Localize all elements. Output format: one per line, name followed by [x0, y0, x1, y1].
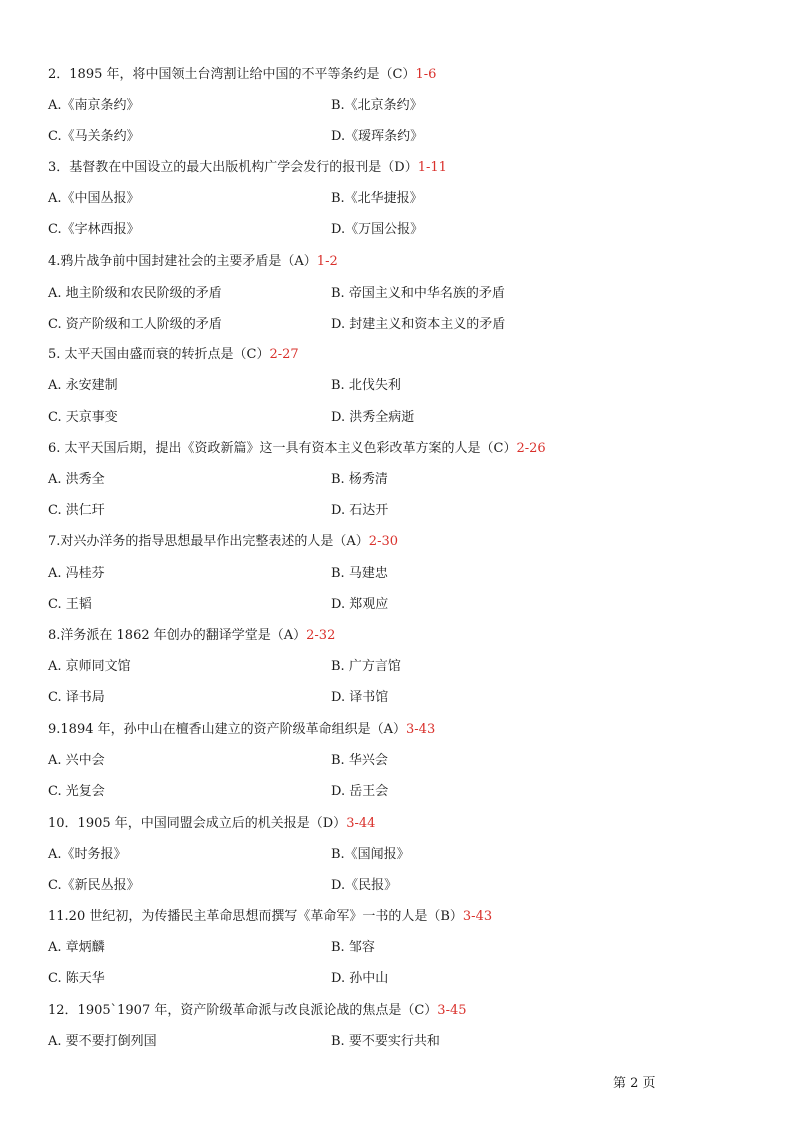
- option-a: A. 章炳麟: [48, 940, 105, 955]
- option-b: B. 要不要实行共和: [331, 1034, 440, 1049]
- question-12: [48, 1003, 467, 1019]
- question-8: [48, 628, 335, 644]
- option-c: C.《马关条约》: [48, 129, 140, 144]
- option-a: A.《中国丛报》: [48, 191, 140, 206]
- option-d: D. 岳王会: [331, 784, 389, 799]
- option-c: C. 陈天华: [48, 971, 105, 986]
- question-stem: 8.洋务派在 1862 年创办的翻译学堂是（A）: [48, 628, 307, 643]
- question-2: [48, 67, 436, 83]
- question-stem: 12．1905`1907 年，资产阶级革命派与改良派论战的焦点是（C）: [48, 1003, 438, 1018]
- option-c: C. 光复会: [48, 784, 105, 799]
- option-d: D. 洪秀全病逝: [331, 410, 415, 425]
- question-4: [48, 254, 338, 270]
- question-reference: 1-6: [415, 67, 437, 82]
- option-a: A. 京师同文馆: [48, 659, 131, 674]
- question-7: [48, 534, 398, 550]
- question-stem: 10．1905 年，中国同盟会成立后的机关报是（D）: [48, 816, 347, 831]
- option-c: C. 洪仁玕: [48, 503, 105, 518]
- option-c: C. 王韬: [48, 597, 92, 612]
- option-d: D. 石达开: [331, 503, 389, 518]
- option-c: C. 天京事变: [48, 410, 118, 425]
- option-a: A. 冯桂芬: [48, 566, 105, 581]
- question-5: [48, 347, 299, 363]
- question-reference: 3-43: [462, 909, 493, 924]
- option-c: C. 资产阶级和工人阶级的矛盾: [48, 317, 222, 332]
- option-b: B. 帝国主义和中华名族的矛盾: [331, 286, 505, 301]
- question-reference: 1-11: [417, 160, 447, 175]
- question-reference: 2-26: [516, 441, 546, 456]
- option-d: D. 郑观应: [331, 597, 389, 612]
- question-6: [48, 441, 546, 457]
- option-d: D. 孙中山: [331, 971, 389, 986]
- option-b: B. 广方言馆: [331, 659, 401, 674]
- option-c: C.《新民丛报》: [48, 878, 140, 893]
- question-9: [48, 722, 435, 738]
- option-d: D. 封建主义和资本主义的矛盾: [331, 317, 506, 332]
- question-3: [48, 160, 447, 176]
- option-b: B.《北京条约》: [331, 98, 423, 113]
- question-reference: 2-30: [368, 534, 399, 549]
- option-a: A.《南京条约》: [48, 98, 140, 113]
- option-b: B.《国闻报》: [331, 847, 410, 862]
- option-d: D.《瑷珲条约》: [331, 129, 424, 144]
- question-reference: 3-44: [346, 816, 376, 831]
- option-a: A. 永安建制: [48, 378, 118, 393]
- option-a: A. 兴中会: [48, 753, 105, 768]
- question-reference: 2-32: [306, 628, 336, 643]
- option-b: B. 华兴会: [331, 753, 388, 768]
- question-11: [48, 909, 492, 925]
- option-a: A. 洪秀全: [48, 472, 105, 487]
- option-b: B. 马建忠: [331, 566, 388, 581]
- option-d: D.《民报》: [331, 878, 398, 893]
- option-b: B. 北伐失利: [331, 378, 401, 393]
- question-10: [48, 816, 375, 832]
- question-stem: 11.20 世纪初，为传播民主革命思想而撰写《革命军》一书的人是（B）: [48, 909, 463, 924]
- question-stem: 2．1895 年，将中国领土台湾割让给中国的不平等条约是（C）: [48, 67, 416, 82]
- question-reference: 2-27: [269, 347, 299, 362]
- question-stem: 6. 太平天国后期，提出《资政新篇》这一具有资本主义色彩改革方案的人是（C）: [48, 441, 517, 456]
- question-stem: 9.1894 年，孙中山在檀香山建立的资产阶级革命组织是（A）: [48, 722, 407, 737]
- question-stem: 3．基督教在中国设立的最大出版机构广学会发行的报刊是（D）: [48, 160, 418, 175]
- question-reference: 1-2: [316, 254, 338, 269]
- question-stem: 5. 太平天国由盛而衰的转折点是（C）: [48, 347, 270, 362]
- option-b: B.《北华捷报》: [331, 191, 423, 206]
- page-number: 第 2 页: [613, 1076, 656, 1091]
- question-reference: 3-45: [437, 1003, 467, 1018]
- option-a: A. 地主阶级和农民阶级的矛盾: [48, 286, 222, 301]
- option-d: D.《万国公报》: [331, 222, 424, 237]
- question-stem: 4.鸦片战争前中国封建社会的主要矛盾是（A）: [48, 254, 317, 269]
- option-c: C. 译书局: [48, 690, 105, 705]
- option-a: A.《时务报》: [48, 847, 127, 862]
- question-stem: 7.对兴办洋务的指导思想最早作出完整表述的人是（A）: [48, 534, 369, 549]
- option-c: C.《字林西报》: [48, 222, 140, 237]
- option-a: A. 要不要打倒列国: [48, 1034, 157, 1049]
- question-reference: 3-43: [406, 722, 436, 737]
- option-d: D. 译书馆: [331, 690, 389, 705]
- option-b: B. 杨秀清: [331, 472, 388, 487]
- option-b: B. 邹容: [331, 940, 375, 955]
